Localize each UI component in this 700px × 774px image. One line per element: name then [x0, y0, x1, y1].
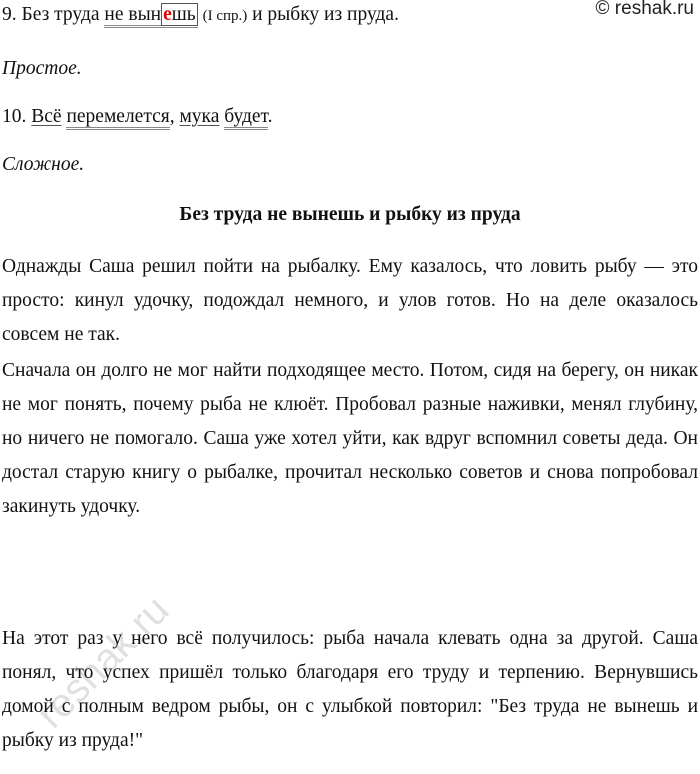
essay-title: Без труда не вынешь и рыбку из пруда: [179, 204, 521, 225]
sentence-9-type: Простое.: [2, 58, 82, 79]
subject: мука: [179, 106, 220, 127]
sentence-10-type: Сложное.: [2, 154, 85, 175]
sentence-text: .: [267, 106, 273, 127]
sentence-text: 9. Без труда: [2, 4, 105, 25]
paragraph-1: Однажды Саша решил пойти на рыбалку. Ему казалось, что ловить рыбу — это просто: кинул удочку, подождал немного, и улов готов. Но на деле оказалось совсем не так.: [2, 256, 698, 345]
ending-letter: е: [163, 4, 172, 25]
predicate: будет: [224, 106, 267, 130]
predicate: [104, 4, 197, 28]
sentence-text: ,: [169, 106, 180, 127]
conjugation-note: (I спр.): [202, 8, 248, 24]
paragraph-3: На этот раз у него всё получилось: рыба начала клевать одна за другой. Саша понял, что успех пришёл только благодаря его труду и терпению. Вернувшись домой с полным ведром рыбы, он с улыбкой повторил: "Без труда не вынешь и рыбку из пруда!": [2, 628, 698, 751]
predicate-part: шь: [171, 4, 196, 25]
subject: Всё: [31, 106, 62, 127]
ending-box: [161, 3, 198, 26]
site-logo: © reshak.ru: [595, 0, 694, 19]
sentence-9: [2, 4, 399, 26]
predicate: перемелется: [66, 106, 169, 130]
paragraph-2: Сначала он долго не мог найти подходящее место. Потом, сидя на берегу, он никак не мог понять, почему рыба не клюёт. Пробовал разные наживки, менял глубину, но ничего не помогало. Саша уже хотел уйти, как вдруг вспомнил советы деда. Он достал старую книгу о рыбалке, прочитал несколько советов и снова попробовал закинуть удочку.: [2, 360, 698, 517]
sentence-10: [2, 106, 273, 128]
predicate-part: не вын: [104, 4, 162, 25]
watermark: reshak.ru: [28, 587, 178, 737]
sentence-text: и рыбку из пруда.: [247, 4, 399, 25]
sentence-text: 10.: [2, 106, 32, 127]
